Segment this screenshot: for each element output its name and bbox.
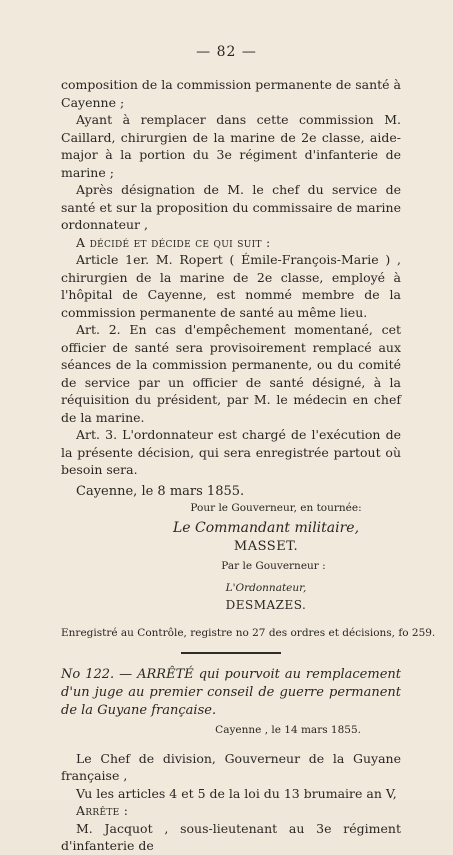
article-3: Art. 3. L'ordonnateur est chargé de l'exécution de la présente décision, qui sera enregistrée partout où besoin sera. <box>61 427 401 477</box>
paragraph: M. Jacquot , sous-lieutenant au 3e régiment d'infanterie de <box>61 820 401 853</box>
signature-line: Pour le Gouverneur, en tournée: <box>190 502 362 514</box>
signature-name: MASSET. <box>233 538 299 554</box>
registration-note: Enregistré au Contrôle, registre no 27 des ordres et décisions, fo 259. <box>61 626 436 639</box>
decision-formula: Arrête : <box>76 803 129 818</box>
signature-name: DESMAZES. <box>225 598 307 612</box>
paragraph: Vu les articles 4 et 5 de la loi du 13 brumaire an V, <box>76 785 397 801</box>
section-date: Cayenne , le 14 mars 1855. <box>215 724 361 736</box>
paragraph: Après désignation de M. le chef du service de santé et sur la proposition du commissaire de marine ordonnateur , <box>61 182 401 232</box>
body-text <box>61 76 436 855</box>
paragraph: Le Chef de division, Gouverneur de la Guyane française , <box>61 750 401 783</box>
article-1: Article 1er. M. Ropert ( Émile-François-Marie ) , chirurgien de la marine de 2e classe, employé à l'hôpital de Cayenne, est nommé membre de la commission permanente de santé au même lieu. <box>61 252 401 320</box>
signature-title: Le Commandant militaire, <box>172 519 360 536</box>
issue-date: Cayenne, le 8 mars 1855. <box>76 483 245 499</box>
page-number: — 82 — <box>196 44 257 60</box>
signature-line: Par le Gouverneur : <box>221 560 326 572</box>
article-2: Art. 2. En cas d'empêchement momentané, cet officier de santé sera provisoirement remplacé aux séances de la commission permanente, ou du comité de service par un officier de santé désigné, à la réquisition du président, par M. le médecin en chef de la marine. <box>61 322 401 425</box>
section-divider <box>181 652 281 654</box>
paragraph: composition de la commission permanente de santé à Cayenne ; <box>61 77 402 110</box>
decision-formula: A décidé et décide ce qui suit : <box>76 234 271 250</box>
paragraph: Ayant à remplacer dans cette commission M. Caillard, chirurgien de la marine de 2e classe, aide-major à la portion du 3e régiment d'infanterie de marine ; <box>61 112 401 180</box>
signature-title: L'Ordonnateur, <box>225 581 307 594</box>
section-heading: No 122. — ARRÊTÉ qui pourvoit au remplacement d'un juge au premier conseil de guerre permanent de la Guyane française. <box>61 667 401 718</box>
